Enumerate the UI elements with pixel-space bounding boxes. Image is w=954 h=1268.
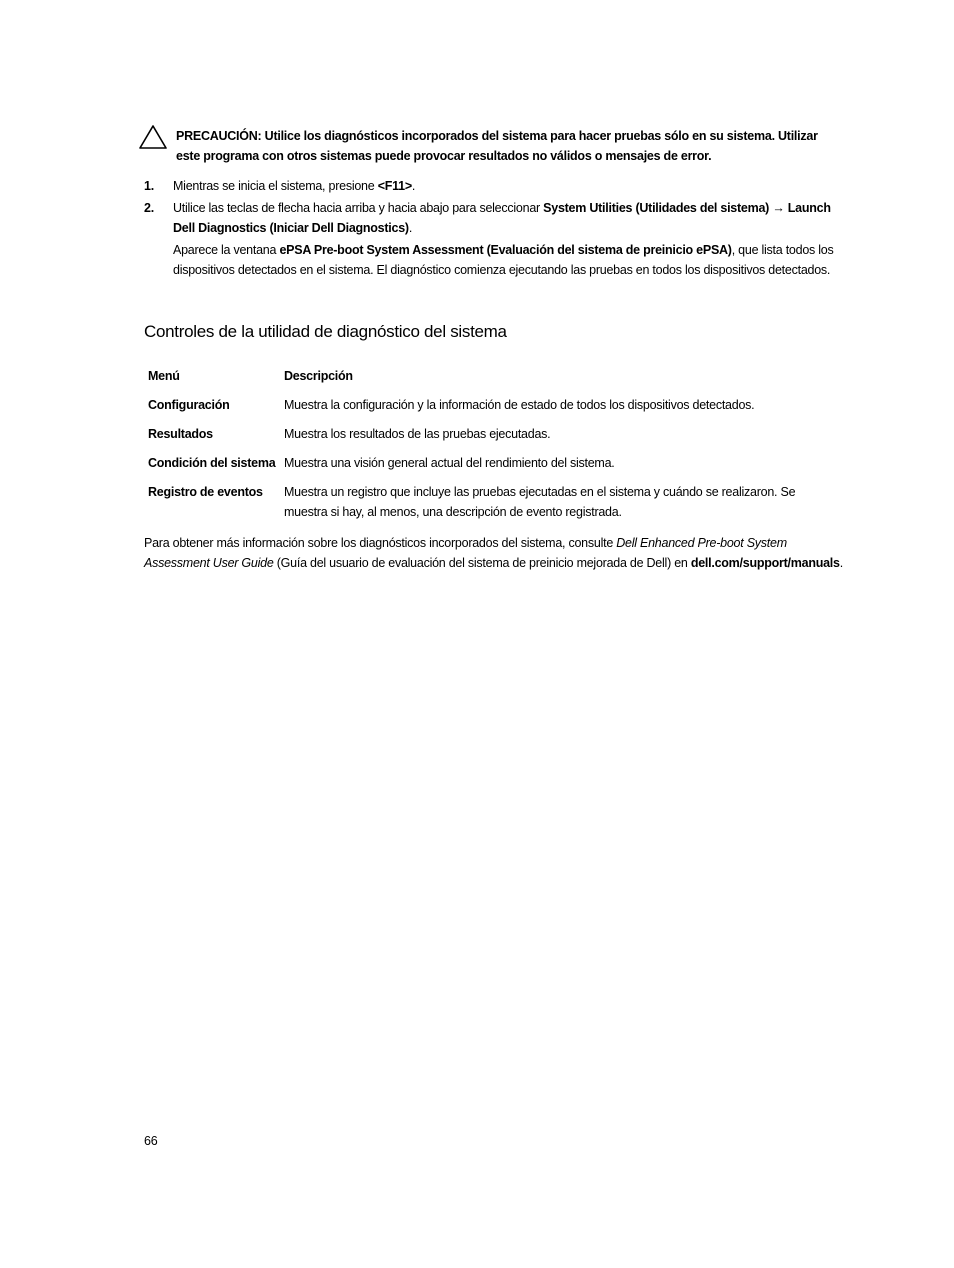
window-name: ePSA Pre-boot System Assessment (Evaluación del sistema de preinicio ePSA) <box>279 243 732 257</box>
table-row <box>144 482 844 522</box>
table-row <box>144 453 844 482</box>
controls-table <box>144 366 844 522</box>
menu-cell: Resultados <box>148 427 213 441</box>
more-info-paragraph: Para obtener más información sobre los diagnósticos incorporados del sistema, consulte Dell Enhanced Pre-boot System Assessment User Guide (Guía del usuario de evaluación del sistema de preinicio mejorada de Dell) en dell.com/support/manuals. <box>144 536 843 570</box>
table-row <box>144 395 844 424</box>
step-number: 2. <box>144 201 154 215</box>
header-menu: Menú <box>148 369 180 383</box>
step-result: Aparece la ventana ePSA Pre-boot System Assessment (Evaluación del sistema de preinicio ePSA), que lista todos los dispositivos detectados en el sistema. El diagnóstico comienza ejecutando las pruebas en todos los dispositivos detectados. <box>173 243 834 277</box>
header-description: Descripción <box>284 369 353 383</box>
menu-path: System Utilities (Utilidades del sistema) → Launch Dell Diagnostics (Iniciar Dell Diagnostics) <box>173 201 831 235</box>
warning-triangle-icon <box>138 124 168 150</box>
description-cell: Muestra la configuración y la información de estado de todos los dispositivos detectados. <box>284 398 755 412</box>
step-number: 1. <box>144 179 154 193</box>
page-number: 66 <box>144 1134 158 1148</box>
section-title: Controles de la utilidad de diagnóstico del sistema <box>144 322 507 341</box>
menu-cell: Configuración <box>148 398 230 412</box>
guide-title: Dell Enhanced Pre-boot System Assessment User Guide <box>144 536 787 570</box>
table-header-row <box>144 366 844 395</box>
key-name: <F11> <box>377 179 412 193</box>
caution-text: PRECAUCIÓN: Utilice los diagnósticos incorporados del sistema para hacer pruebas sólo en su sistema. Utilizar este programa con otros sistemas puede provocar resultados no válidos o mensajes de error. <box>176 129 818 163</box>
manuals-link[interactable]: dell.com/support/manuals <box>690 555 840 570</box>
step-text: Mientras se inicia el sistema, presione <F11>. <box>173 179 416 193</box>
description-cell: Muestra los resultados de las pruebas ejecutadas. <box>284 427 551 441</box>
menu-cell: Condición del sistema <box>148 456 276 470</box>
table-row <box>144 424 844 453</box>
menu-cell: Registro de eventos <box>148 485 263 499</box>
description-cell: Muestra un registro que incluye las pruebas ejecutadas en el sistema y cuándo se realizaron. Se muestra si hay, al menos, una descripción de evento registrada. <box>284 485 796 519</box>
step-text: Utilice las teclas de flecha hacia arriba y hacia abajo para seleccionar System Utilities (Utilidades del sistema) → Launch Dell Diagnostics (Iniciar Dell Diagnostics). Aparece la ventana ePSA Pre-boot System Assessment (Evaluación del sistema de preinicio ePSA), que lista todos los dispositivos detectados en el sistema. El diagnóstico comienza ejecutando las pruebas en todos los dispositivos detectados. <box>173 198 843 280</box>
description-cell: Muestra una visión general actual del rendimiento del sistema. <box>284 456 615 470</box>
